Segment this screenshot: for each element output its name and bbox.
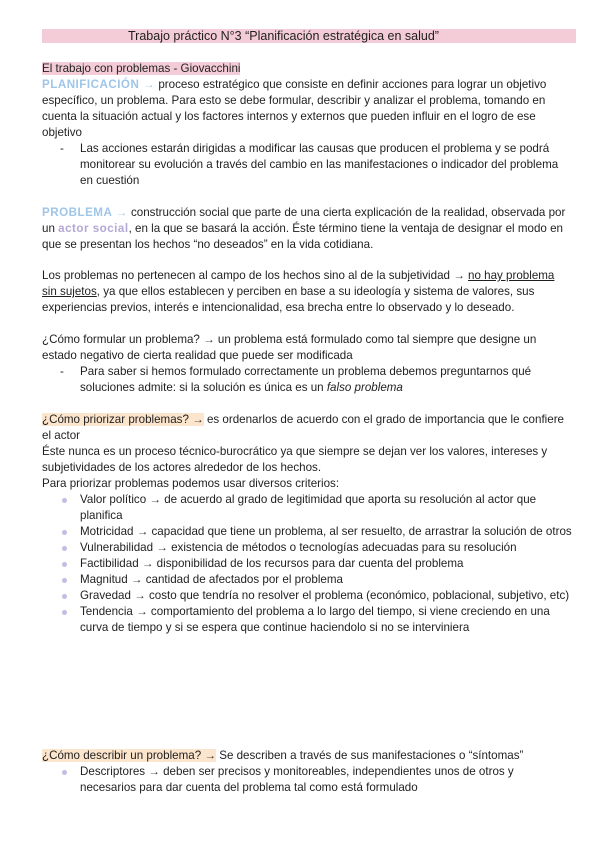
list-item: Valor político → de acuerdo al grado de legitimidad que aporta su resolución al actor que planifica xyxy=(42,492,572,524)
problema-text-b: , en la que se basará la acción. Éste término tiene la ventaja de designar el modo en que se presentan los hechos “no deseados” en la vida cotidiana. xyxy=(42,222,563,251)
list-item xyxy=(42,364,572,396)
formular-paragraph: ¿Cómo formular un problema? → un problema está formulado como tal siempre que designe un estado negativo de cierta realidad que puede ser modificada xyxy=(42,333,537,362)
list-item: Descriptores → deben ser precisos y monitoreables, independientes unos de otros y necesarios para dar cuenta del problema tal como está formulado xyxy=(42,764,572,796)
priorizar-section xyxy=(42,412,572,636)
formular-section xyxy=(42,332,572,396)
problema-text-a: construcción social que parte de una cierta explicación de la realidad, observada por un xyxy=(42,206,566,235)
planificacion-paragraph xyxy=(42,77,572,141)
formular-list xyxy=(42,364,572,396)
document-title: Trabajo práctico N°3 “Planificación estratégica en salud” xyxy=(128,29,439,43)
subjetividad-text-a: Los problemas no pertenecen al campo de los hechos sino al de la subjetividad → xyxy=(42,269,469,282)
actor-social-keyword: actor social xyxy=(58,222,129,235)
criteria-list xyxy=(42,492,572,636)
subjetividad-text-b: , ya que ellos establecen y perciben en base a su ideología y sistema de valores, sus experiencias previos, interés e intencionalidad, esa brecha entre lo observado y lo deseado. xyxy=(42,285,535,314)
subjetividad-underlined: no hay problema sin sujetos xyxy=(42,269,555,298)
priorizar-line-2: Éste nunca es un proceso técnico-burocrático ya que siempre se dejan ver los valores, intereses y subjetividades de los actores alrededor de los hechos. xyxy=(42,445,548,474)
list-item: Gravedad → costo que tendría no resolver el problema (económico, poblacional, subjetivo, etc) xyxy=(42,588,572,604)
list-item: Tendencia → comportamiento del problema a lo largo del tiempo, si viene creciendo en una curva de tiempo y si se espera que continue haciendolo si no se interviniera xyxy=(42,604,572,636)
describir-question-rest: Se describen a través de sus manifestaciones o “síntomas” xyxy=(215,749,524,762)
planificacion-text: proceso estratégico que consiste en definir acciones para lograr un objetivo específico, un problema. Para esto se debe formular, describir y analizar el problema, tomando en cuenta la situación actual y los factores internos y externos que pueden influir en el logro de ese objetivo xyxy=(42,78,547,139)
priorizar-question: ¿Cómo priorizar problemas? → xyxy=(42,413,204,426)
problema-keyword: PROBLEMA → xyxy=(42,206,128,219)
describir-question: ¿Cómo describir un problema? → xyxy=(42,749,216,762)
list-item: Motricidad → capacidad que tiene un problema, al ser resuelto, de arrastrar la solución de otros xyxy=(42,524,572,540)
section-heading: El trabajo con problemas - Giovacchini xyxy=(42,62,241,75)
falso-problema-text: falso problema xyxy=(326,381,403,394)
list-item: - Las acciones estarán dirigidas a modificar las causas que producen el problema y se podrá monitorear su evolución a través del cambio en las manifestaciones o indicador del problema en cuestión xyxy=(42,141,572,189)
describir-section xyxy=(42,748,572,796)
problema-paragraph xyxy=(42,205,572,253)
describir-paragraph xyxy=(42,748,572,764)
subjetividad-paragraph xyxy=(42,268,572,316)
planificacion-keyword: PLANIFICACIÓN → xyxy=(42,78,156,91)
priorizar-paragraph xyxy=(42,412,572,444)
list-item: Factibilidad → disponibilidad de los recursos para dar cuenta del problema xyxy=(42,556,572,572)
list-item: Magnitud → cantidad de afectados por el problema xyxy=(42,572,572,588)
describir-list xyxy=(42,764,572,796)
planificacion-list xyxy=(42,141,572,189)
section-planificacion xyxy=(42,61,572,189)
priorizar-line-3: Para priorizar problemas podemos usar diversos criterios: xyxy=(42,477,340,490)
priorizar-question-rest: es ordenarlos de acuerdo con el grado de importancia que le confiere el actor xyxy=(42,413,564,442)
list-item: Vulnerabilidad → existencia de métodos o tecnologías adecuadas para su resolución xyxy=(42,540,572,556)
formular-item-text: Para saber si hemos formulado correctamente un problema debemos preguntarnos qué soluciones admite: si la solución es única es un xyxy=(80,365,532,394)
